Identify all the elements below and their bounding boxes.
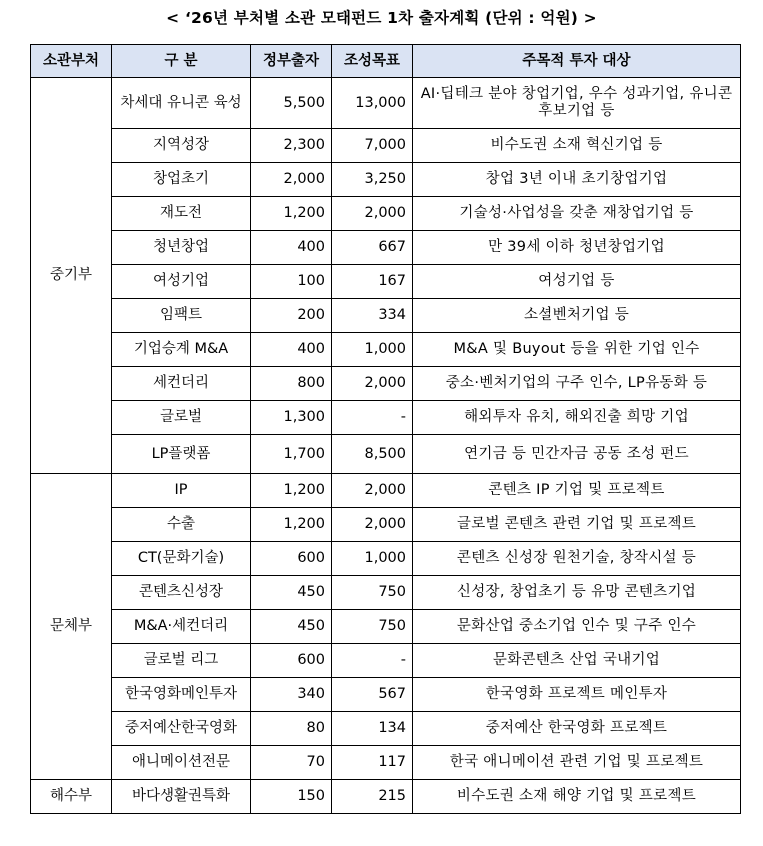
- fund-goal-cell: 1,000: [332, 333, 413, 367]
- table-row: [31, 231, 741, 265]
- header-gov-investment: 정부출자: [251, 45, 332, 78]
- investment-target-cell: 소셜벤처기업 등: [413, 299, 741, 333]
- gov-investment-cell: 2,300: [251, 129, 332, 163]
- fund-goal-cell: 750: [332, 610, 413, 644]
- fund-goal-cell: 2,000: [332, 197, 413, 231]
- category-cell: M&A·세컨더리: [112, 610, 251, 644]
- investment-target-cell: 문화산업 중소기업 인수 및 구주 인수: [413, 610, 741, 644]
- table-row: [31, 129, 741, 163]
- investment-target-cell: 콘텐츠 IP 기업 및 프로젝트: [413, 474, 741, 508]
- gov-investment-cell: 5,500: [251, 78, 332, 129]
- investment-target-cell: 신성장, 창업초기 등 유망 콘텐츠기업: [413, 576, 741, 610]
- category-cell: 지역성장: [112, 129, 251, 163]
- fund-goal-cell: 117: [332, 746, 413, 780]
- fund-goal-cell: 667: [332, 231, 413, 265]
- category-cell: 차세대 유니콘 육성: [112, 78, 251, 129]
- table-header-row: [31, 45, 741, 78]
- fund-goal-cell: -: [332, 644, 413, 678]
- header-investment-target: 주목적 투자 대상: [413, 45, 741, 78]
- fund-goal-cell: 167: [332, 265, 413, 299]
- fund-goal-cell: 13,000: [332, 78, 413, 129]
- fund-plan-table: [30, 44, 741, 814]
- fund-goal-cell: 334: [332, 299, 413, 333]
- fund-goal-cell: 134: [332, 712, 413, 746]
- category-cell: IP: [112, 474, 251, 508]
- gov-investment-cell: 150: [251, 780, 332, 814]
- category-cell: 임팩트: [112, 299, 251, 333]
- table-row: [31, 333, 741, 367]
- investment-target-cell: 중소·벤처기업의 구주 인수, LP유동화 등: [413, 367, 741, 401]
- fund-goal-cell: 7,000: [332, 129, 413, 163]
- table-row: [31, 712, 741, 746]
- gov-investment-cell: 800: [251, 367, 332, 401]
- investment-target-cell: AI·딥테크 분야 창업기업, 우수 성과기업, 유니콘 후보기업 등: [413, 78, 741, 129]
- category-cell: 창업초기: [112, 163, 251, 197]
- ministry-cell: 중기부: [31, 78, 112, 474]
- investment-target-cell: 해외투자 유치, 해외진출 희망 기업: [413, 401, 741, 435]
- fund-goal-cell: 567: [332, 678, 413, 712]
- table-row: [31, 197, 741, 231]
- table-row: [31, 163, 741, 197]
- table-row: [31, 78, 741, 129]
- gov-investment-cell: 1,200: [251, 474, 332, 508]
- fund-goal-cell: 750: [332, 576, 413, 610]
- header-ministry: 소관부처: [31, 45, 112, 78]
- table-row: [31, 678, 741, 712]
- investment-target-cell: 연기금 등 민간자금 공동 조성 펀드: [413, 435, 741, 474]
- gov-investment-cell: 1,300: [251, 401, 332, 435]
- header-category: 구 분: [112, 45, 251, 78]
- fund-goal-cell: -: [332, 401, 413, 435]
- table-row: [31, 508, 741, 542]
- category-cell: 여성기업: [112, 265, 251, 299]
- category-cell: 기업승계 M&A: [112, 333, 251, 367]
- investment-target-cell: 비수도권 소재 해양 기업 및 프로젝트: [413, 780, 741, 814]
- fund-goal-cell: 2,000: [332, 367, 413, 401]
- fund-goal-cell: 215: [332, 780, 413, 814]
- gov-investment-cell: 80: [251, 712, 332, 746]
- table-row: [31, 576, 741, 610]
- table-row: [31, 542, 741, 576]
- gov-investment-cell: 340: [251, 678, 332, 712]
- fund-goal-cell: 1,000: [332, 542, 413, 576]
- table-row: [31, 610, 741, 644]
- category-cell: 한국영화메인투자: [112, 678, 251, 712]
- table-row: [31, 367, 741, 401]
- fund-goal-cell: 3,250: [332, 163, 413, 197]
- table-row: [31, 780, 741, 814]
- investment-target-cell: 글로벌 콘텐츠 관련 기업 및 프로젝트: [413, 508, 741, 542]
- table-row: [31, 401, 741, 435]
- category-cell: 수출: [112, 508, 251, 542]
- investment-target-cell: 콘텐츠 신성장 원천기술, 창작시설 등: [413, 542, 741, 576]
- investment-target-cell: 비수도권 소재 혁신기업 등: [413, 129, 741, 163]
- gov-investment-cell: 600: [251, 542, 332, 576]
- table-row: [31, 265, 741, 299]
- category-cell: 콘텐츠신성장: [112, 576, 251, 610]
- investment-target-cell: 한국 애니메이션 관련 기업 및 프로젝트: [413, 746, 741, 780]
- investment-target-cell: 기술성·사업성을 갖춘 재창업기업 등: [413, 197, 741, 231]
- category-cell: 글로벌: [112, 401, 251, 435]
- investment-target-cell: 만 39세 이하 청년창업기업: [413, 231, 741, 265]
- category-cell: 글로벌 리그: [112, 644, 251, 678]
- investment-target-cell: 여성기업 등: [413, 265, 741, 299]
- category-cell: 재도전: [112, 197, 251, 231]
- category-cell: CT(문화기술): [112, 542, 251, 576]
- gov-investment-cell: 400: [251, 333, 332, 367]
- ministry-cell: 문체부: [31, 474, 112, 780]
- gov-investment-cell: 1,200: [251, 197, 332, 231]
- category-cell: 중저예산한국영화: [112, 712, 251, 746]
- fund-goal-cell: 8,500: [332, 435, 413, 474]
- investment-target-cell: 문화콘텐츠 산업 국내기업: [413, 644, 741, 678]
- page-title: < ‘26년 부처별 소관 모태펀드 1차 출자계획 (단위 : 억원) >: [166, 9, 597, 27]
- gov-investment-cell: 450: [251, 576, 332, 610]
- gov-investment-cell: 1,700: [251, 435, 332, 474]
- investment-target-cell: 한국영화 프로젝트 메인투자: [413, 678, 741, 712]
- investment-target-cell: 창업 3년 이내 초기창업기업: [413, 163, 741, 197]
- fund-goal-cell: 2,000: [332, 474, 413, 508]
- fund-goal-cell: 2,000: [332, 508, 413, 542]
- gov-investment-cell: 70: [251, 746, 332, 780]
- gov-investment-cell: 400: [251, 231, 332, 265]
- table-row: [31, 435, 741, 474]
- category-cell: 애니메이션전문: [112, 746, 251, 780]
- table-row: [31, 299, 741, 333]
- category-cell: LP플랫폼: [112, 435, 251, 474]
- investment-target-cell: 중저예산 한국영화 프로젝트: [413, 712, 741, 746]
- gov-investment-cell: 1,200: [251, 508, 332, 542]
- gov-investment-cell: 600: [251, 644, 332, 678]
- category-cell: 세컨더리: [112, 367, 251, 401]
- gov-investment-cell: 450: [251, 610, 332, 644]
- investment-target-cell: M&A 및 Buyout 등을 위한 기업 인수: [413, 333, 741, 367]
- header-fund-goal: 조성목표: [332, 45, 413, 78]
- table-row: [31, 474, 741, 508]
- category-cell: 청년창업: [112, 231, 251, 265]
- gov-investment-cell: 200: [251, 299, 332, 333]
- ministry-cell: 해수부: [31, 780, 112, 814]
- table-row: [31, 644, 741, 678]
- gov-investment-cell: 2,000: [251, 163, 332, 197]
- table-row: [31, 746, 741, 780]
- category-cell: 바다생활권특화: [112, 780, 251, 814]
- gov-investment-cell: 100: [251, 265, 332, 299]
